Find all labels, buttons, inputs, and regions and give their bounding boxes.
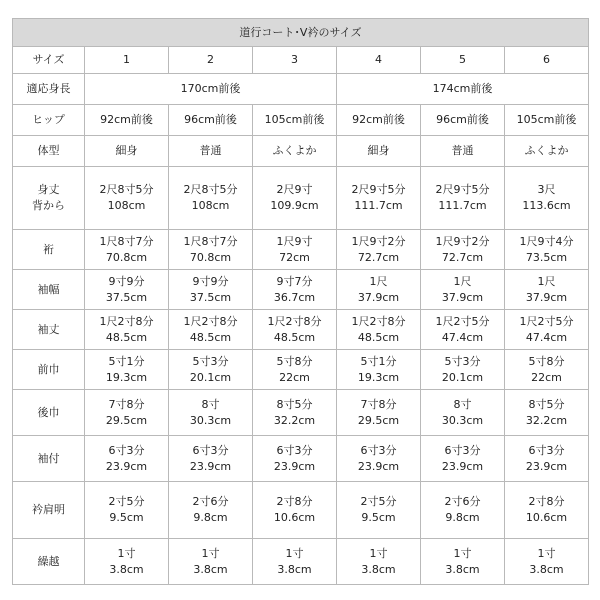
- measurement-row: [13, 270, 589, 310]
- cm-value: 22cm: [531, 370, 562, 384]
- measurement-cell: [421, 390, 505, 436]
- measurement-cell: [169, 350, 253, 390]
- measurement-cell: [421, 270, 505, 310]
- cm-value: 47.4cm: [525, 330, 568, 344]
- cm-value: 3.8cm: [361, 562, 396, 576]
- measurement-cell: [337, 390, 421, 436]
- table-title: 道行コート･V衿のサイズ: [13, 19, 589, 47]
- shaku-value: 1尺9寸2分: [351, 234, 406, 248]
- body-type-label: 体型: [13, 136, 85, 167]
- shaku-value: 5寸8分: [528, 354, 565, 368]
- measurement-row: [13, 350, 589, 390]
- shaku-value: 9寸9分: [192, 274, 229, 288]
- shaku-value: 1寸: [453, 546, 472, 560]
- measurement-cell: [85, 270, 169, 310]
- body-type-cell: 細身: [337, 136, 421, 167]
- body-type-row: [13, 136, 589, 167]
- cm-value: 72.7cm: [441, 250, 484, 264]
- body-type-cell: 細身: [85, 136, 169, 167]
- cm-value: 48.5cm: [357, 330, 400, 344]
- hip-label: ヒップ: [13, 105, 85, 136]
- cm-value: 23.9cm: [357, 459, 400, 473]
- cm-value: 9.8cm: [445, 511, 480, 524]
- body-type-cell: ふくよか: [253, 136, 337, 167]
- cm-value: 10.6cm: [525, 511, 568, 524]
- measurement-cell: [169, 390, 253, 436]
- cm-value: 10.6cm: [273, 511, 316, 524]
- height-label: 適応身長: [13, 74, 85, 105]
- shaku-value: 1尺2寸8分: [99, 314, 154, 328]
- measurement-cell: [169, 167, 253, 230]
- measurement-cell: [421, 350, 505, 390]
- size-header-cell: 3: [253, 47, 337, 74]
- shaku-value: 2尺9寸5分: [435, 183, 490, 196]
- shaku-value: 1尺2寸8分: [351, 314, 406, 328]
- measurement-cell: [85, 167, 169, 230]
- measurement-label: [13, 539, 85, 585]
- measurement-label-line: 繰越: [37, 554, 60, 568]
- cm-value: 109.9cm: [270, 199, 319, 212]
- measurement-cell: [253, 167, 337, 230]
- size-header-label: サイズ: [13, 47, 85, 74]
- measurement-label: [13, 167, 85, 230]
- shaku-value: 1尺: [453, 274, 472, 288]
- cm-value: 19.3cm: [357, 370, 400, 384]
- measurement-cell: [85, 390, 169, 436]
- size-header-cell: 1: [85, 47, 169, 74]
- shaku-value: 2寸5分: [108, 495, 145, 508]
- shaku-value: 6寸3分: [444, 443, 481, 457]
- cm-value: 3.8cm: [277, 562, 312, 576]
- cm-value: 32.2cm: [525, 413, 568, 427]
- body-type-cell: ふくよか: [505, 136, 589, 167]
- shaku-value: 2尺8寸5分: [183, 183, 238, 196]
- measurement-cell: [421, 482, 505, 539]
- measurement-cell: [421, 167, 505, 230]
- measurement-cell: [337, 230, 421, 270]
- cm-value: 36.7cm: [273, 290, 316, 304]
- measurement-label-line: 袖丈: [37, 322, 60, 336]
- measurement-row: [13, 230, 589, 270]
- measurement-cell: [169, 270, 253, 310]
- cm-value: 108cm: [191, 199, 230, 212]
- size-header-cell: 5: [421, 47, 505, 74]
- size-table: [12, 18, 589, 585]
- hip-cell: 92cm前後: [337, 105, 421, 136]
- shaku-value: 6寸3分: [528, 443, 565, 457]
- measurement-label: [13, 350, 85, 390]
- measurement-cell: [253, 390, 337, 436]
- cm-value: 70.8cm: [189, 250, 232, 264]
- shaku-value: 8寸5分: [276, 397, 313, 411]
- shaku-value: 2寸8分: [528, 495, 565, 508]
- measurement-cell: [421, 539, 505, 585]
- measurement-row: [13, 436, 589, 482]
- hip-cell: 105cm前後: [505, 105, 589, 136]
- shaku-value: 2尺9寸: [276, 183, 313, 196]
- hip-cell: 105cm前後: [253, 105, 337, 136]
- measurement-label: [13, 482, 85, 539]
- measurement-cell: [421, 230, 505, 270]
- measurement-cell: [253, 482, 337, 539]
- shaku-value: 1尺8寸7分: [183, 234, 238, 248]
- shaku-value: 2尺9寸5分: [351, 183, 406, 196]
- measurement-label-line: 身丈: [37, 183, 60, 196]
- measurement-label-line: 裄: [43, 242, 54, 256]
- shaku-value: 6寸3分: [276, 443, 313, 457]
- cm-value: 111.7cm: [438, 199, 487, 212]
- measurement-cell: [505, 482, 589, 539]
- cm-value: 3.8cm: [193, 562, 228, 576]
- cm-value: 9.5cm: [361, 511, 396, 524]
- measurement-cell: [85, 436, 169, 482]
- cm-value: 20.1cm: [441, 370, 484, 384]
- shaku-value: 5寸3分: [444, 354, 481, 368]
- measurement-cell: [337, 539, 421, 585]
- shaku-value: 8寸: [201, 397, 220, 411]
- cm-value: 20.1cm: [189, 370, 232, 384]
- cm-value: 37.9cm: [441, 290, 484, 304]
- cm-value: 22cm: [279, 370, 310, 384]
- shaku-value: 5寸1分: [360, 354, 397, 368]
- shaku-value: 9寸9分: [108, 274, 145, 288]
- measurement-cell: [253, 310, 337, 350]
- cm-value: 111.7cm: [354, 199, 403, 212]
- measurement-cell: [85, 310, 169, 350]
- shaku-value: 6寸3分: [360, 443, 397, 457]
- shaku-value: 1寸: [285, 546, 304, 560]
- shaku-value: 8寸5分: [528, 397, 565, 411]
- measurement-cell: [169, 230, 253, 270]
- shaku-value: 2寸8分: [276, 495, 313, 508]
- shaku-value: 9寸7分: [276, 274, 313, 288]
- cm-value: 113.6cm: [522, 199, 571, 212]
- shaku-value: 1尺9寸: [276, 234, 313, 248]
- cm-value: 48.5cm: [189, 330, 232, 344]
- measurement-cell: [169, 310, 253, 350]
- measurement-cell: [85, 482, 169, 539]
- measurement-label-line: 前巾: [37, 362, 60, 376]
- cm-value: 23.9cm: [441, 459, 484, 473]
- size-header-cell: 6: [505, 47, 589, 74]
- size-header-cell: 4: [337, 47, 421, 74]
- measurement-cell: [337, 310, 421, 350]
- measurement-cell: [169, 539, 253, 585]
- body-type-cell: 普通: [421, 136, 505, 167]
- measurement-cell: [505, 436, 589, 482]
- shaku-value: 2寸6分: [192, 495, 229, 508]
- shaku-value: 1寸: [117, 546, 136, 560]
- shaku-value: 1寸: [369, 546, 388, 560]
- measurement-cell: [337, 350, 421, 390]
- cm-value: 29.5cm: [105, 413, 148, 427]
- shaku-value: 1寸: [537, 546, 556, 560]
- measurement-cell: [169, 436, 253, 482]
- shaku-value: 2寸6分: [444, 495, 481, 508]
- measurement-cell: [505, 539, 589, 585]
- shaku-value: 2尺8寸5分: [99, 183, 154, 196]
- height-group-2: 174cm前後: [337, 74, 589, 105]
- body-type-cell: 普通: [169, 136, 253, 167]
- hip-cell: 96cm前後: [421, 105, 505, 136]
- measurement-cell: [421, 310, 505, 350]
- cm-value: 3.8cm: [109, 562, 144, 576]
- cm-value: 19.3cm: [105, 370, 148, 384]
- measurement-label: [13, 436, 85, 482]
- measurement-cell: [505, 230, 589, 270]
- shaku-value: 2寸5分: [360, 495, 397, 508]
- measurement-label-line: 袖幅: [37, 282, 60, 296]
- cm-value: 3.8cm: [529, 562, 564, 576]
- measurement-cell: [253, 350, 337, 390]
- measurement-label: [13, 310, 85, 350]
- shaku-value: 7寸8分: [108, 397, 145, 411]
- measurement-label-sub: 背から: [32, 199, 65, 212]
- cm-value: 23.9cm: [525, 459, 568, 473]
- cm-value: 9.5cm: [109, 511, 144, 524]
- shaku-value: 1尺2寸8分: [183, 314, 238, 328]
- shaku-value: 3尺: [537, 183, 556, 196]
- cm-value: 48.5cm: [273, 330, 316, 344]
- hip-cell: 92cm前後: [85, 105, 169, 136]
- measurement-cell: [85, 230, 169, 270]
- shaku-value: 1尺2寸5分: [435, 314, 490, 328]
- measurement-cell: [505, 310, 589, 350]
- cm-value: 37.9cm: [525, 290, 568, 304]
- table-title-row: [13, 19, 589, 47]
- cm-value: 32.2cm: [273, 413, 316, 427]
- hip-row: [13, 105, 589, 136]
- shaku-value: 1尺9寸4分: [519, 234, 574, 248]
- measurement-cell: [337, 167, 421, 230]
- shaku-value: 5寸8分: [276, 354, 313, 368]
- measurement-cell: [505, 167, 589, 230]
- shaku-value: 5寸3分: [192, 354, 229, 368]
- measurement-cell: [85, 350, 169, 390]
- shaku-value: 1尺: [537, 274, 556, 288]
- measurement-label-line: 袖付: [37, 451, 60, 465]
- measurement-cell: [421, 436, 505, 482]
- shaku-value: 6寸3分: [108, 443, 145, 457]
- measurement-cell: [337, 482, 421, 539]
- cm-value: 72.7cm: [357, 250, 400, 264]
- measurement-cell: [505, 390, 589, 436]
- size-header-cell: 2: [169, 47, 253, 74]
- measurement-label: [13, 230, 85, 270]
- measurement-cell: [505, 270, 589, 310]
- shaku-value: 1尺: [369, 274, 388, 288]
- cm-value: 73.5cm: [525, 250, 568, 264]
- measurement-label: [13, 270, 85, 310]
- measurement-cell: [253, 436, 337, 482]
- measurement-row: [13, 482, 589, 539]
- cm-value: 23.9cm: [273, 459, 316, 473]
- cm-value: 108cm: [107, 199, 146, 212]
- cm-value: 70.8cm: [105, 250, 148, 264]
- measurement-cell: [253, 539, 337, 585]
- cm-value: 3.8cm: [445, 562, 480, 576]
- measurement-cell: [85, 539, 169, 585]
- cm-value: 72cm: [279, 250, 310, 264]
- measurement-row: [13, 390, 589, 436]
- cm-value: 37.5cm: [189, 290, 232, 304]
- cm-value: 47.4cm: [441, 330, 484, 344]
- height-group-1: 170cm前後: [85, 74, 337, 105]
- shaku-value: 8寸: [453, 397, 472, 411]
- size-header-row: [13, 47, 589, 74]
- measurement-row: [13, 539, 589, 585]
- shaku-value: 1尺9寸2分: [435, 234, 490, 248]
- measurement-row: [13, 167, 589, 230]
- shaku-value: 5寸1分: [108, 354, 145, 368]
- measurement-cell: [253, 270, 337, 310]
- cm-value: 37.9cm: [357, 290, 400, 304]
- measurement-cell: [505, 350, 589, 390]
- shaku-value: 1尺8寸7分: [99, 234, 154, 248]
- cm-value: 30.3cm: [189, 413, 232, 427]
- cm-value: 30.3cm: [441, 413, 484, 427]
- cm-value: 48.5cm: [105, 330, 148, 344]
- cm-value: 29.5cm: [357, 413, 400, 427]
- measurement-cell: [253, 230, 337, 270]
- measurement-cell: [337, 270, 421, 310]
- shaku-value: 1尺2寸5分: [519, 314, 574, 328]
- measurement-label-line: 後巾: [37, 405, 60, 419]
- cm-value: 23.9cm: [189, 459, 232, 473]
- hip-cell: 96cm前後: [169, 105, 253, 136]
- measurement-label: [13, 390, 85, 436]
- measurement-cell: [337, 436, 421, 482]
- cm-value: 23.9cm: [105, 459, 148, 473]
- shaku-value: 7寸8分: [360, 397, 397, 411]
- height-row: [13, 74, 589, 105]
- shaku-value: 6寸3分: [192, 443, 229, 457]
- measurement-row: [13, 310, 589, 350]
- measurement-cell: [169, 482, 253, 539]
- cm-value: 37.5cm: [105, 290, 148, 304]
- shaku-value: 1尺2寸8分: [267, 314, 322, 328]
- cm-value: 9.8cm: [193, 511, 228, 524]
- shaku-value: 1寸: [201, 546, 220, 560]
- measurement-label-line: 衿肩明: [32, 503, 65, 516]
